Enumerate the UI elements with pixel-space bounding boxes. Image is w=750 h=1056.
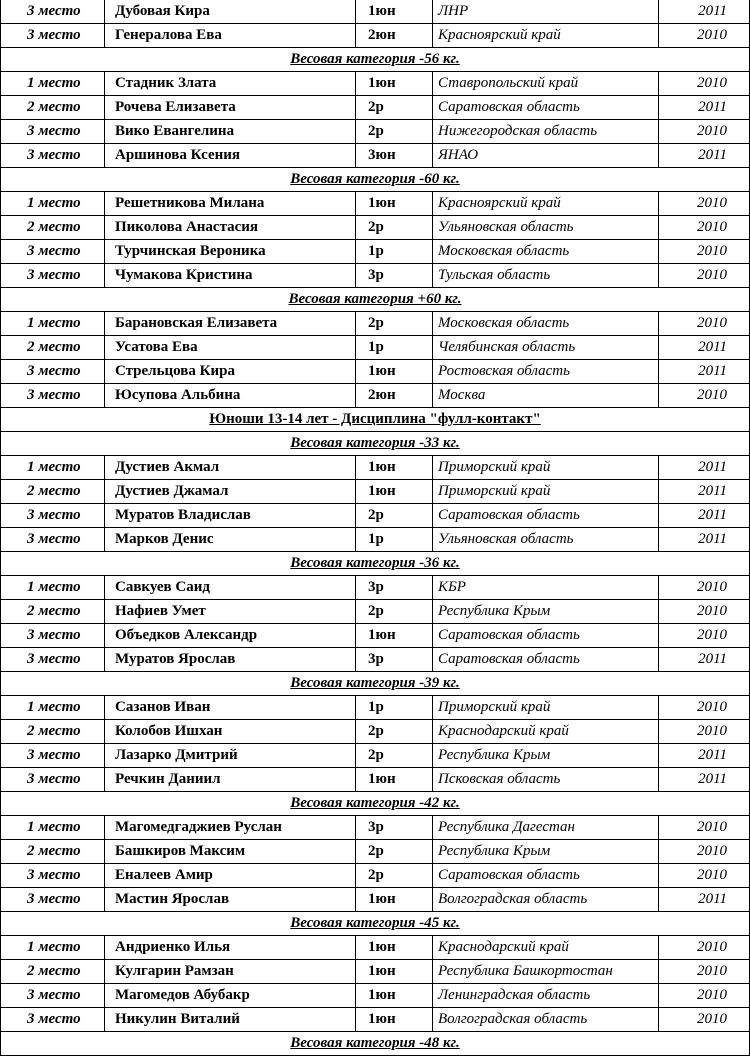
- athlete-name-cell: Барановская Елизавета: [104, 312, 355, 335]
- birth-year-cell: 2011: [658, 336, 750, 359]
- birth-year-cell: 2011: [658, 528, 750, 551]
- rank-cell: 1юн: [355, 480, 432, 503]
- place-cell: 3 место: [0, 888, 104, 911]
- weight-category-title: Весовая категория +60 кг.: [288, 291, 462, 307]
- place-cell: 3 место: [0, 240, 104, 263]
- region-cell: Ульяновская область: [432, 528, 658, 551]
- place-cell: 1 место: [0, 936, 104, 959]
- athlete-name-cell: Генералова Ева: [104, 24, 355, 47]
- region-cell: Ставропольский край: [432, 72, 658, 95]
- birth-year-cell: 2010: [658, 216, 750, 239]
- birth-year-cell: 2011: [658, 648, 750, 671]
- birth-year-cell: 2010: [658, 312, 750, 335]
- weight-category-title: Весовая категория -42 кг.: [290, 795, 460, 811]
- athlete-name-cell: Еналеев Амир: [104, 864, 355, 887]
- place-cell: 1 место: [0, 696, 104, 719]
- region-cell: Волгоградская область: [432, 888, 658, 911]
- result-row: [0, 744, 750, 768]
- place-cell: 3 место: [0, 984, 104, 1007]
- result-row: [0, 120, 750, 144]
- result-row: [0, 192, 750, 216]
- athlete-name-cell: Решетникова Милана: [104, 192, 355, 215]
- rank-cell: 1юн: [355, 0, 432, 23]
- rank-cell: 2юн: [355, 24, 432, 47]
- athlete-name-cell: Магомедов Абубакр: [104, 984, 355, 1007]
- rank-cell: 2юн: [355, 384, 432, 407]
- athlete-name-cell: Марков Денис: [104, 528, 355, 551]
- birth-year-cell: 2011: [658, 504, 750, 527]
- rank-cell: 1р: [355, 240, 432, 263]
- result-row: [0, 888, 750, 912]
- region-cell: Тульская область: [432, 264, 658, 287]
- athlete-name-cell: Вико Евангелина: [104, 120, 355, 143]
- result-row: [0, 456, 750, 480]
- birth-year-cell: 2011: [658, 888, 750, 911]
- place-cell: 3 место: [0, 504, 104, 527]
- weight-category-header: [0, 168, 750, 192]
- discipline-title: Юноши 13-14 лет - Дисциплина "фулл-контакт": [209, 411, 541, 427]
- birth-year-cell: 2010: [658, 720, 750, 743]
- region-cell: Псковская область: [432, 768, 658, 791]
- result-row: [0, 624, 750, 648]
- place-cell: 1 место: [0, 312, 104, 335]
- place-cell: 1 место: [0, 456, 104, 479]
- weight-category-header: [0, 672, 750, 696]
- weight-category-header: [0, 1032, 750, 1056]
- athlete-name-cell: Никулин Виталий: [104, 1008, 355, 1031]
- place-cell: 2 место: [0, 840, 104, 863]
- result-row: [0, 216, 750, 240]
- weight-category-header: [0, 912, 750, 936]
- athlete-name-cell: Магомедгаджиев Руслан: [104, 816, 355, 839]
- weight-category-header: [0, 792, 750, 816]
- result-row: [0, 936, 750, 960]
- rank-cell: 3р: [355, 576, 432, 599]
- result-row: [0, 240, 750, 264]
- result-row: [0, 96, 750, 120]
- result-row: [0, 864, 750, 888]
- rank-cell: 2р: [355, 312, 432, 335]
- region-cell: Красноярский край: [432, 192, 658, 215]
- athlete-name-cell: Андриенко Илья: [104, 936, 355, 959]
- place-cell: 3 место: [0, 264, 104, 287]
- rank-cell: 3р: [355, 816, 432, 839]
- birth-year-cell: 2011: [658, 744, 750, 767]
- region-cell: Саратовская область: [432, 864, 658, 887]
- athlete-name-cell: Речкин Даниил: [104, 768, 355, 791]
- athlete-name-cell: Башкиров Максим: [104, 840, 355, 863]
- region-cell: Приморский край: [432, 480, 658, 503]
- result-row: [0, 840, 750, 864]
- rank-cell: 1юн: [355, 72, 432, 95]
- athlete-name-cell: Савкуев Саид: [104, 576, 355, 599]
- result-row: [0, 72, 750, 96]
- birth-year-cell: 2010: [658, 72, 750, 95]
- place-cell: 3 место: [0, 648, 104, 671]
- result-row: [0, 816, 750, 840]
- region-cell: Приморский край: [432, 456, 658, 479]
- rank-cell: 1юн: [355, 624, 432, 647]
- birth-year-cell: 2010: [658, 840, 750, 863]
- athlete-name-cell: Усатова Ева: [104, 336, 355, 359]
- region-cell: Республика Крым: [432, 600, 658, 623]
- region-cell: КБР: [432, 576, 658, 599]
- birth-year-cell: 2011: [658, 768, 750, 791]
- result-row: [0, 696, 750, 720]
- weight-category-title: Весовая категория -48 кг.: [290, 1035, 460, 1051]
- athlete-name-cell: Стадник Злата: [104, 72, 355, 95]
- rank-cell: 1юн: [355, 192, 432, 215]
- birth-year-cell: 2010: [658, 24, 750, 47]
- region-cell: Республика Дагестан: [432, 816, 658, 839]
- result-row: [0, 360, 750, 384]
- place-cell: 3 место: [0, 384, 104, 407]
- rank-cell: 2р: [355, 744, 432, 767]
- place-cell: 3 место: [0, 0, 104, 23]
- athlete-name-cell: Лазарко Дмитрий: [104, 744, 355, 767]
- region-cell: Красноярский край: [432, 24, 658, 47]
- birth-year-cell: 2010: [658, 240, 750, 263]
- athlete-name-cell: Дустиев Джамал: [104, 480, 355, 503]
- athlete-name-cell: Аршинова Ксения: [104, 144, 355, 167]
- place-cell: 2 место: [0, 960, 104, 983]
- place-cell: 3 место: [0, 744, 104, 767]
- birth-year-cell: 2010: [658, 816, 750, 839]
- birth-year-cell: 2011: [658, 144, 750, 167]
- result-row: [0, 504, 750, 528]
- region-cell: Саратовская область: [432, 648, 658, 671]
- birth-year-cell: 2011: [658, 360, 750, 383]
- place-cell: 3 место: [0, 360, 104, 383]
- birth-year-cell: 2010: [658, 120, 750, 143]
- region-cell: Ульяновская область: [432, 216, 658, 239]
- athlete-name-cell: Пиколова Анастасия: [104, 216, 355, 239]
- region-cell: Саратовская область: [432, 624, 658, 647]
- birth-year-cell: 2010: [658, 384, 750, 407]
- birth-year-cell: 2010: [658, 600, 750, 623]
- region-cell: Республика Крым: [432, 744, 658, 767]
- athlete-name-cell: Сазанов Иван: [104, 696, 355, 719]
- place-cell: 2 место: [0, 96, 104, 119]
- athlete-name-cell: Дустиев Акмал: [104, 456, 355, 479]
- weight-category-title: Весовая категория -39 кг.: [290, 675, 460, 691]
- athlete-name-cell: Кулгарин Рамзан: [104, 960, 355, 983]
- rank-cell: 2р: [355, 840, 432, 863]
- birth-year-cell: 2010: [658, 936, 750, 959]
- result-row: [0, 528, 750, 552]
- region-cell: Волгоградская область: [432, 1008, 658, 1031]
- athlete-name-cell: Стрельцова Кира: [104, 360, 355, 383]
- result-row: [0, 720, 750, 744]
- rank-cell: 3р: [355, 648, 432, 671]
- athlete-name-cell: Дубовая Кира: [104, 0, 355, 23]
- birth-year-cell: 2010: [658, 960, 750, 983]
- rank-cell: 1юн: [355, 888, 432, 911]
- discipline-header: [0, 408, 750, 432]
- rank-cell: 1юн: [355, 456, 432, 479]
- region-cell: Саратовская область: [432, 96, 658, 119]
- rank-cell: 1юн: [355, 936, 432, 959]
- birth-year-cell: 2010: [658, 624, 750, 647]
- result-row: [0, 312, 750, 336]
- place-cell: 3 место: [0, 1008, 104, 1031]
- weight-category-header: [0, 48, 750, 72]
- rank-cell: 1юн: [355, 360, 432, 383]
- birth-year-cell: 2010: [658, 1008, 750, 1031]
- region-cell: ЯНАО: [432, 144, 658, 167]
- region-cell: Челябинская область: [432, 336, 658, 359]
- result-row: [0, 576, 750, 600]
- region-cell: Нижегородская область: [432, 120, 658, 143]
- region-cell: Москва: [432, 384, 658, 407]
- rank-cell: 1юн: [355, 768, 432, 791]
- region-cell: Краснодарский край: [432, 936, 658, 959]
- region-cell: Республика Крым: [432, 840, 658, 863]
- weight-category-header: [0, 288, 750, 312]
- rank-cell: 1р: [355, 696, 432, 719]
- birth-year-cell: 2010: [658, 576, 750, 599]
- rank-cell: 3р: [355, 264, 432, 287]
- place-cell: 3 место: [0, 120, 104, 143]
- rank-cell: 3юн: [355, 144, 432, 167]
- athlete-name-cell: Объедков Александр: [104, 624, 355, 647]
- result-row: [0, 264, 750, 288]
- athlete-name-cell: Нафиев Умет: [104, 600, 355, 623]
- region-cell: ЛНР: [432, 0, 658, 23]
- region-cell: Ростовская область: [432, 360, 658, 383]
- athlete-name-cell: Рочева Елизавета: [104, 96, 355, 119]
- birth-year-cell: 2010: [658, 864, 750, 887]
- region-cell: Республика Башкортостан: [432, 960, 658, 983]
- region-cell: Краснодарский край: [432, 720, 658, 743]
- result-row: [0, 0, 750, 24]
- place-cell: 3 место: [0, 24, 104, 47]
- place-cell: 1 место: [0, 816, 104, 839]
- athlete-name-cell: Мастин Ярослав: [104, 888, 355, 911]
- rank-cell: 2р: [355, 720, 432, 743]
- place-cell: 2 место: [0, 600, 104, 623]
- birth-year-cell: 2011: [658, 456, 750, 479]
- region-cell: Московская область: [432, 240, 658, 263]
- place-cell: 3 место: [0, 528, 104, 551]
- rank-cell: 2р: [355, 864, 432, 887]
- rank-cell: 2р: [355, 120, 432, 143]
- weight-category-header: [0, 552, 750, 576]
- athlete-name-cell: Юсупова Альбина: [104, 384, 355, 407]
- region-cell: Саратовская область: [432, 504, 658, 527]
- rank-cell: 2р: [355, 504, 432, 527]
- weight-category-title: Весовая категория -33 кг.: [290, 435, 460, 451]
- result-row: [0, 984, 750, 1008]
- birth-year-cell: 2010: [658, 192, 750, 215]
- place-cell: 3 место: [0, 624, 104, 647]
- result-row: [0, 768, 750, 792]
- birth-year-cell: 2010: [658, 696, 750, 719]
- athlete-name-cell: Муратов Ярослав: [104, 648, 355, 671]
- result-row: [0, 144, 750, 168]
- result-row: [0, 384, 750, 408]
- place-cell: 2 место: [0, 480, 104, 503]
- result-row: [0, 600, 750, 624]
- athlete-name-cell: Чумакова Кристина: [104, 264, 355, 287]
- result-row: [0, 960, 750, 984]
- birth-year-cell: 2010: [658, 984, 750, 1007]
- weight-category-title: Весовая категория -60 кг.: [290, 171, 460, 187]
- rank-cell: 1р: [355, 336, 432, 359]
- weight-category-title: Весовая категория -36 кг.: [290, 555, 460, 571]
- result-row: [0, 1008, 750, 1032]
- weight-category-title: Весовая категория -56 кг.: [290, 51, 460, 67]
- athlete-name-cell: Колобов Ишхан: [104, 720, 355, 743]
- rank-cell: 1юн: [355, 1008, 432, 1031]
- place-cell: 3 место: [0, 768, 104, 791]
- place-cell: 3 место: [0, 144, 104, 167]
- place-cell: 2 место: [0, 216, 104, 239]
- rank-cell: 1юн: [355, 960, 432, 983]
- weight-category-header: [0, 432, 750, 456]
- birth-year-cell: 2011: [658, 96, 750, 119]
- rank-cell: 1р: [355, 528, 432, 551]
- place-cell: 1 место: [0, 72, 104, 95]
- rank-cell: 2р: [355, 96, 432, 119]
- athlete-name-cell: Турчинская Вероника: [104, 240, 355, 263]
- rank-cell: 2р: [355, 216, 432, 239]
- birth-year-cell: 2010: [658, 264, 750, 287]
- region-cell: Ленинградская область: [432, 984, 658, 1007]
- rank-cell: 1юн: [355, 984, 432, 1007]
- region-cell: Московская область: [432, 312, 658, 335]
- place-cell: 1 место: [0, 192, 104, 215]
- place-cell: 3 место: [0, 864, 104, 887]
- result-row: [0, 648, 750, 672]
- birth-year-cell: 2011: [658, 480, 750, 503]
- athlete-name-cell: Муратов Владислав: [104, 504, 355, 527]
- rank-cell: 2р: [355, 600, 432, 623]
- result-row: [0, 336, 750, 360]
- birth-year-cell: 2011: [658, 0, 750, 23]
- place-cell: 2 место: [0, 336, 104, 359]
- place-cell: 1 место: [0, 576, 104, 599]
- result-row: [0, 480, 750, 504]
- region-cell: Приморский край: [432, 696, 658, 719]
- result-row: [0, 24, 750, 48]
- weight-category-title: Весовая категория -45 кг.: [290, 915, 460, 931]
- place-cell: 2 место: [0, 720, 104, 743]
